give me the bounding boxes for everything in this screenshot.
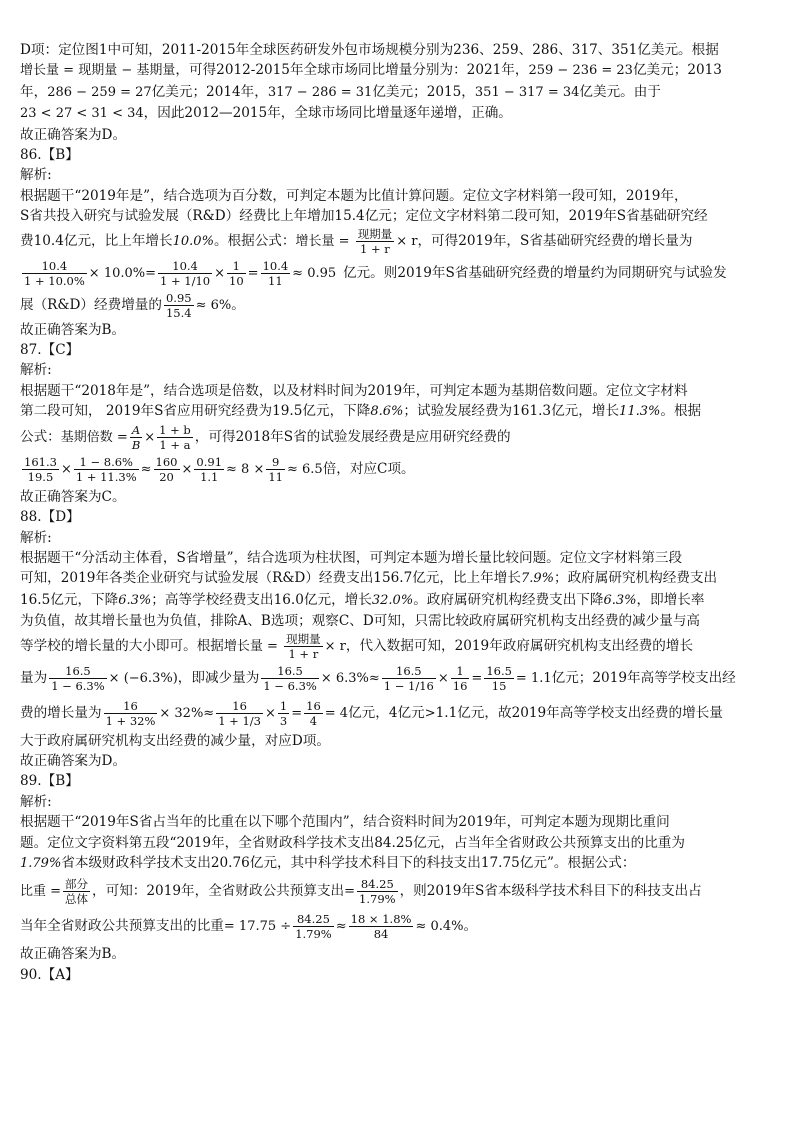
text: 费的增长量为	[20, 704, 102, 721]
math: 1.79%	[20, 855, 62, 871]
q88-line-4: 为负值，故其增长量也为负值，排除A、B选项；观察C、D可知，只需比较政府属研究机构支出经费的减少量与高	[20, 613, 701, 630]
q88-answer: 故正确答案为D。	[20, 752, 127, 769]
math: 23 < 27 < 31 < 34	[20, 106, 144, 122]
math: 6.3%	[603, 592, 637, 608]
math: 317 − 286 = 31	[267, 84, 373, 100]
text: 当年全省财政公共预算支出的比重	[20, 918, 224, 935]
fraction: $\frac{1 - 8.6\%}{1 + 11.3\%}$	[75, 454, 137, 484]
fraction: $\frac{0.91}{1.1}$	[196, 454, 223, 484]
math: >	[424, 705, 436, 721]
q88-line-1: 根据题干“分活动主体看，S省增量”，结合选项为柱状图，可判定本题为增长量比较问题。定位文字材料第三段	[20, 549, 683, 566]
fraction: $\frac{10.4}{11}$	[262, 258, 289, 288]
fraction: $\frac{16.5}{15}$	[486, 663, 512, 693]
formula-growth: 增长量	[295, 233, 335, 249]
text: 。	[231, 296, 245, 313]
fraction: $\frac{16.5}{1 - 6.3\%}$	[263, 663, 317, 693]
fraction: $\frac{0.95}{15.4}$	[165, 290, 192, 320]
math: ≈	[335, 919, 347, 935]
analysis-label: 解析:	[20, 529, 52, 546]
q88-line-7: 费的增长量为 $\frac{16}{1 + 32\%}$ × 32%≈ $\frac{16}{1 + 1/3}$ × $\frac{1}{3}$ = $\frac{16}{4}$ = 4亿元，4亿元>1.1亿元，故2019年高等学校支出经费的增长量	[20, 698, 723, 728]
fraction: $\frac{1 + b}{1 + a}$	[159, 422, 191, 452]
math: 32.0%	[371, 592, 414, 608]
math: =	[344, 884, 356, 900]
question-90-header: 90.【A】	[20, 966, 79, 983]
text: 可知，2019年各类企业研究与试验发展（R&D）经费支出156.7亿元，比上年增长	[20, 570, 521, 587]
fraction: $\frac{18 \times 1.8\%}{84}$	[350, 912, 412, 942]
math: 11.3%	[619, 404, 661, 420]
math: ≈ 6.5	[286, 461, 323, 477]
text: ，可得2012-2015年全球市场同比增量分别为：2021年，	[175, 62, 529, 79]
text: ；试验发展经费为161.3亿元，增长	[403, 403, 620, 420]
text: 亿美元；2013	[632, 62, 722, 79]
fraction: $\frac{16.5}{1 - 1/16}$	[383, 663, 434, 693]
q87-line-4: $\frac{161.3}{19.5}$ × $\frac{1 - 8.6\%}{1 + 11.3\%}$ ≈ $\frac{160}{20}$ × $\frac{0.91}{1.1}$ ≈ 8 × $\frac{9}{11}$ ≈ 6.5倍，对应C项。	[24, 454, 415, 484]
analysis-label: 解析:	[20, 362, 52, 379]
text: ，即减少量为	[177, 669, 260, 686]
math: ≈ 0.95	[292, 265, 337, 281]
text: ，代入数据可知，2019年政府属研究机构支出经费的增长	[345, 637, 694, 654]
formula-growth: 增长量	[223, 638, 263, 654]
math: 7.9%	[520, 571, 554, 587]
fraction: $\frac{1}{10}$	[229, 258, 244, 288]
math: 286 − 259 = 27	[47, 84, 152, 100]
math: 基期倍数 =	[60, 429, 128, 445]
math: × 10.0%=	[88, 265, 157, 281]
formula-current: 现期量	[78, 63, 118, 79]
text: 年，	[20, 83, 48, 100]
text: ，可知：2019年，全省财政公共预算支出	[92, 883, 345, 900]
d-answer: 故正确答案为D。	[20, 126, 127, 143]
fraction: $\frac{16}{1 + 32\%}$	[105, 698, 156, 728]
d-item-line-3	[20, 82, 782, 103]
answer-explanation-page	[20, 40, 782, 985]
math: = 1.1	[515, 670, 552, 686]
q88-line-3	[20, 590, 782, 611]
q88-line-6: 量为 $\frac{16.5}{1 - 6.3\%}$ × (−6.3%)，即减少量为 $\frac{16.5}{1 - 6.3\%}$ × 6.3%≈ $\frac{16.5}{1 - 1/16}$ × $\frac{1}{16}$ = $\frac{16.5}{15}$ = 1.1亿元；2019年高等学校支出经	[20, 663, 736, 693]
fraction: $\frac{\text{现期量}}{1 + r}$	[357, 226, 393, 256]
math: =	[247, 265, 259, 281]
fraction: $\frac{160}{20}$	[155, 454, 178, 484]
q87-line-3: 公式：基期倍数 = $\frac{A}{B}$ × $\frac{1 + b}{1 + a}$ ，可得2018年S省的试验发展经费是应用研究经费的	[20, 422, 511, 452]
math: × 32%≈	[159, 705, 215, 721]
math: ≈ 6%	[195, 297, 232, 313]
fraction: $\frac{16.5}{1 - 6.3\%}$	[51, 663, 105, 693]
fraction: $\frac{\text{现期量}}{1 + r}$	[286, 631, 321, 661]
fraction: $\frac{1}{16}$	[452, 663, 468, 693]
math: ×	[214, 265, 226, 281]
q86-line-1: 根据题干“2019年是”，结合选项为百分数，可判定本题为比值计算问题。定位文字材料第一段可知，2019年，	[20, 187, 688, 204]
fraction: $\frac{84.25}{1.79\%}$	[295, 912, 332, 942]
text: 亿美元；2014年，	[151, 83, 268, 100]
math: 6.3%	[118, 592, 152, 608]
q89-line-1: 根据题干“2019年S省占当年的比重在以下哪个范围内”，结合资料时间为2019年，可判定本题为现期比重问	[20, 814, 670, 831]
q89-line-3	[20, 853, 782, 874]
fraction: $\frac{16}{4}$	[306, 698, 321, 728]
d-item-line-4	[20, 103, 782, 124]
q89-answer: 故正确答案为B。	[20, 946, 126, 963]
text: 。	[463, 918, 478, 935]
text: ；高等学校经费支出16.0亿元，增长	[151, 591, 372, 608]
q89-line-4	[20, 874, 782, 909]
text: ，因此2012—2015年，全球市场同比增量逐年递增，正确。	[143, 105, 512, 122]
text: ，则2019年S省本级科学技术科目下的科技支出占	[399, 883, 702, 900]
fraction: $\frac{10.4}{1 + 1/10}$	[160, 258, 211, 288]
question-87-header: 87.【C】	[20, 342, 80, 359]
text: 亿元，4亿元	[348, 704, 425, 721]
math: × r	[396, 233, 418, 249]
math: = 17.75 ÷	[223, 919, 292, 935]
math: 比重 =	[20, 884, 62, 900]
math: 10.0%	[172, 233, 214, 249]
fraction: $\frac{A}{B}$	[131, 422, 141, 452]
math: 259 − 236 = 23	[528, 63, 633, 79]
text: 1.1亿元，故2019年高等学校支出经费的增长量	[435, 704, 723, 721]
math: = 4	[324, 705, 349, 721]
fraction: $\frac{1}{3}$	[279, 698, 288, 728]
text: ，可得2019年，S省基础研究经费的增长量为	[417, 232, 693, 249]
math: × (−6.3%)	[108, 670, 178, 686]
fraction: $\frac{9}{11}$	[268, 454, 283, 484]
text: 。政府属研究机构经费支出下降	[413, 591, 604, 608]
q86-line-2: S省共投入研究与试验发展（R&D）经费比上年增加15.4亿元；定位文字材料第二段可知，2019年S省基础研究经	[20, 208, 708, 225]
math: 351 − 317 = 34	[474, 84, 580, 100]
question-86-header: 86.【B】	[20, 147, 79, 164]
fraction: $\frac{161.3}{19.5}$	[24, 454, 57, 484]
q86-line-3: 费10.4亿元，比上年增长10.0%。根据公式：增长量 = $\frac{\text{现期量}}{1 + r}$ × r，可得2019年，S省基础研究经费的增长量为	[20, 226, 693, 256]
text: 亿美元；2015，	[372, 83, 475, 100]
fraction: $\frac{16}{1 + 1/3}$	[218, 698, 261, 728]
question-89-header: 89.【B】	[20, 773, 79, 790]
fraction: $\frac{\text{部分}}{\text{总体}}$	[65, 877, 89, 907]
text: 亿元；2019年高等学校支出经	[551, 669, 736, 686]
text: 等学校的增长量的大小即可。根据	[20, 637, 224, 654]
q89-line-2: 题。定位文字资料第五段“2019年，全省财政科学技术支出84.25亿元，占当年全省财政公共预算支出的比重为	[20, 834, 685, 851]
d-item-line-1: D项：定位图1中可知，2011-2015年全球医药研发外包市场规模分别为236、259、286、317、351亿美元。根据	[20, 42, 719, 58]
q86-line-4	[20, 256, 782, 291]
text: 亿美元。由于	[579, 83, 661, 100]
analysis-label: 解析:	[20, 793, 52, 810]
text: 第二段可知， 2019年S省应用研究经费为19.5亿元，下降	[20, 403, 371, 420]
fraction: $\frac{10.4}{1 + 10.0\%}$	[24, 258, 85, 288]
text: 省本级财政科学技术支出20.76亿元，其中科学技术科目下的科技支出17.75亿元”。根据公式：	[61, 854, 636, 871]
q86-line-5	[20, 291, 782, 320]
q89-line-5	[20, 909, 782, 944]
q86-answer: 故正确答案为B。	[20, 321, 126, 338]
question-88-header: 88.【D】	[20, 509, 80, 526]
formula-growth: 增长量	[20, 63, 60, 79]
formula-base: 基期量	[136, 63, 176, 79]
text: 展（R&D）经费增量的	[20, 296, 162, 313]
analysis-label: 解析:	[20, 167, 52, 184]
d-item-line-2: 增长量 = 现期量 − 基期量，可得2012-2015年全球市场同比增量分别为：2021年，259 − 236 = 23亿美元；2013	[20, 62, 722, 79]
q87-line-1: 根据题干“2018年是”，结合选项是倍数，以及材料时间为2019年，可判定本题为基期倍数问题。定位文字材料	[20, 382, 688, 399]
q88-line-8: 大于政府属研究机构支出经费的减少量，对应D项。	[20, 732, 330, 749]
fraction: $\frac{84.25}{1.79\%}$	[359, 877, 396, 907]
q88-line-2	[20, 568, 782, 589]
q87-answer: 故正确答案为C。	[20, 488, 126, 505]
q87-line-2	[20, 401, 782, 422]
text: ；政府属研究机构经费支出	[554, 570, 718, 587]
text: 公式：	[20, 428, 61, 445]
math: ≈ 0.4%	[415, 919, 464, 935]
text: 量为	[20, 669, 48, 686]
text: 亿元。则2019年S省基础研究经费的增量约为同期研究与试验发	[342, 264, 727, 281]
q88-line-5: 等学校的增长量的大小即可。根据增长量 = $\frac{\text{现期量}}{1 + r}$ × r，代入数据可知，2019年政府属研究机构支出经费的增长	[20, 631, 694, 661]
text: ，可得2018年S省的试验发展经费是应用研究经费的	[194, 428, 511, 445]
text: 倍，对应C项。	[322, 460, 415, 477]
text: 。根据	[660, 403, 702, 420]
text: 费10.4亿元，比上年增长	[20, 232, 173, 249]
math: × 6.3%≈	[320, 670, 380, 686]
text: 16.5亿元，下降	[20, 591, 119, 608]
math: 8.6%	[370, 404, 404, 420]
text: ，即增长率	[636, 591, 705, 608]
text: 。根据公式：	[213, 232, 296, 249]
math: × r	[324, 638, 346, 654]
